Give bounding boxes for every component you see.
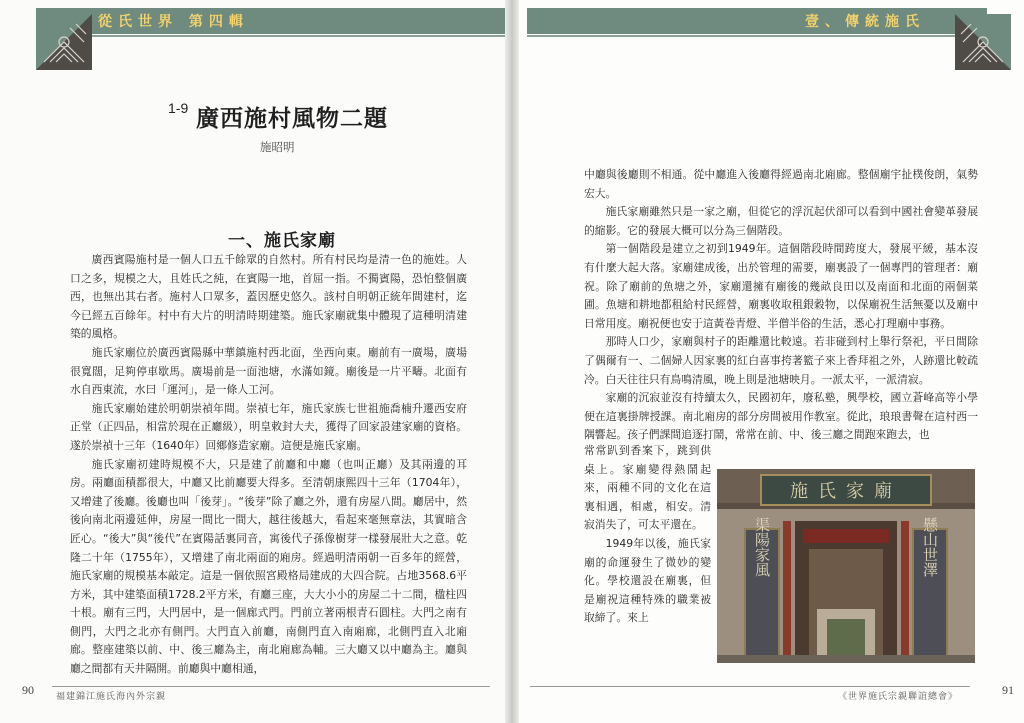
- paragraph: 中廳與後廳則不相通。從中廳進入後廳得經過南北廂廊。整個廟宇扯樸俊朗，氣勢宏大。: [584, 168, 978, 200]
- paragraph: 第一個階段是建立之初到1949年。這個階段時間跨度大，發展平緩，基本沒有什麼大起大落。家廟建成後，出於管理的需要，廟裏設了一個專門的管理者：廟祝。除了廟前的魚塘之外，家廟還擁有廟後的幾畝良田以及南面和北面的兩個菜圃。魚塘和耕地都租給村民經營，廟裏收取租銀穀物，以保廟祝生活無憂以及廟中日常用度。廟祝便也安于這黃卷青燈、半僧半俗的生活，悉心打理廟中事務。: [584, 242, 978, 330]
- paragraph: 常常趴到香案下，跳到供桌上。家廟變得熱鬧起來，兩種不同的文化在這裏相遇，相處，相安。清寂消失了，可太平還在。: [584, 444, 711, 532]
- photo-couplet-left: 渠陽家風: [753, 517, 771, 577]
- left-header-text: 從氏世界 第四輯: [98, 14, 249, 30]
- left-header-bar: [36, 8, 512, 34]
- photo-signboard: 施氏家廟: [790, 481, 902, 502]
- left-corner-ornament: [36, 14, 92, 70]
- left-running-foot: 福建錦江施氏海內外宗親: [56, 692, 167, 702]
- left-page-number: 90: [22, 683, 34, 697]
- left-footer-rule: [52, 686, 490, 687]
- right-footer-rule: [530, 686, 970, 687]
- right-header-text: 壹、傳統施氏: [805, 14, 925, 30]
- right-running-foot: 《世界施氏宗親聯誼總會》: [837, 692, 958, 702]
- paragraph: 施氏家廟初建時規模不大，只是建了前廳和中廳（也叫正廳）及其兩邊的耳房。兩廳面積都很大，中廳又比前廳要大得多。至清朝康熙四十三年（1704年），又增建了後廳。後廳也叫「後芽」。“後芽”除了廳之外，還有房屋八間。廳居中，然後向南北兩邊延伸，房屋一間比一間大，越往後越大，看起來毫無章法，其實暗含匠心。“後大”與“後代”在賓陽話裏同音，寓後代子孫像樹芽一樣發展壯大之意。乾隆二十年（1755年），又增建了南北兩面的廂房。經過明清兩朝一百多年的經營，施氏家廟的規模基本敲定。這是一個依照宮殿格局建成的大四合院。占地3568.6平方米，其中建築面積1728.2平方米，有廳三座，大大小小的房屋二十二間，楹柱四十根。廟有三門，大門居中，是一個廊式門。門前立著兩根青石圓柱。大門之南有側門，大門之北亦有側門。大門直入前廳，南側門直入南廂廊，北側門直入北廂廊。整座建築以前、中、後三廳為主，南北廂廊為輔。三大廳又以中廳為主。廳與廳之間都有天井隔開。前廳與中廳相通，: [70, 457, 467, 676]
- right-narrow-text: [584, 442, 711, 628]
- article-author: 施昭明: [260, 140, 295, 154]
- paragraph: 家廟的沉寂並沒有持續太久，民國初年，廢私塾，興學校，國立蒼峰高等小學便在這裏掛牌授課。南北廂房的部分房間被用作教室。從此，琅琅書聲在這村西一隅響起。孩子們課間追逐打鬧，常常在前、中、後三廳之間跑來跑去，也: [584, 391, 978, 442]
- book-gutter: [505, 0, 519, 723]
- article-title: 廣西施村風物二題: [196, 105, 388, 132]
- right-header-bar: [527, 8, 987, 34]
- right-body-text: [584, 166, 978, 445]
- paragraph: 施氏家廟雖然只是一家之廟，但從它的浮沉起伏卻可以看到中國社會變革發展的縮影。它的發展大概可以分為三個階段。: [584, 205, 978, 237]
- right-page: [512, 0, 1024, 723]
- paragraph: 1949年以後，施氏家廟的命運發生了微妙的變化。學校還設在廟裏，但是廟祝這種特殊的職業被取締了。來上: [584, 536, 711, 625]
- left-header-rule: [36, 35, 512, 37]
- paragraph: 那時人口少，家廟與村子的距離還比較遠。若非碰到村上舉行祭祀，平日間除了偶爾有一、二個婦人因家裏的紅白喜事挎著籃子來上香拜祖之外，人跡還比較疏冷。白天往往只有鳥鳴清風，晚上則是池塘映月。一派太平，一派清寂。: [584, 335, 978, 386]
- section-heading: 一、施氏家廟: [228, 231, 336, 251]
- temple-gate-photo: [717, 469, 975, 663]
- chapter-number: 1-9: [168, 100, 189, 116]
- right-header-rule: [527, 35, 987, 37]
- paragraph: 施氏家廟始建於明朝崇禎年間。崇禎七年，施氏家族七世祖施喬楠升遷西安府正堂（正四品，相當於現在正廳級），明皇敕封大夫，獲得了回家設建家廟的資格。遂於崇禎十三年（1640年）回鄉修造家廟。這便是施氏家廟。: [70, 401, 467, 452]
- right-page-number: 91: [1002, 683, 1014, 697]
- photo-couplet-right: 懸山世澤: [921, 517, 939, 577]
- paragraph: 廣西賓陽施村是一個人口五千餘眾的自然村。所有村民均是清一色的施姓。人口之多，規模之大，且姓氏之純，在賓陽一地，首屈一指。不獨賓陽，恐怕整個廣西，也無出其右者。施村人口眾多，蓋因歷史悠久。該村自明朝正統年間建村，迄今已經五百餘年。村中有大片的明清時期建築。施氏家廟就集中體現了這種明清建築的風格。: [70, 253, 467, 341]
- right-corner-ornament: [955, 14, 1011, 70]
- left-body-text: [70, 251, 467, 679]
- paragraph: 施氏家廟位於廣西賓陽縣中華鎮施村西北面，坐西向東。廟前有一廣場，廣場很寬闊，足夠停車歇馬。廣場前是一面池塘，水滿如鏡。廟後是一片平疇。北面有水自西東流，水曰「運河」，是一條人工河。: [70, 345, 467, 397]
